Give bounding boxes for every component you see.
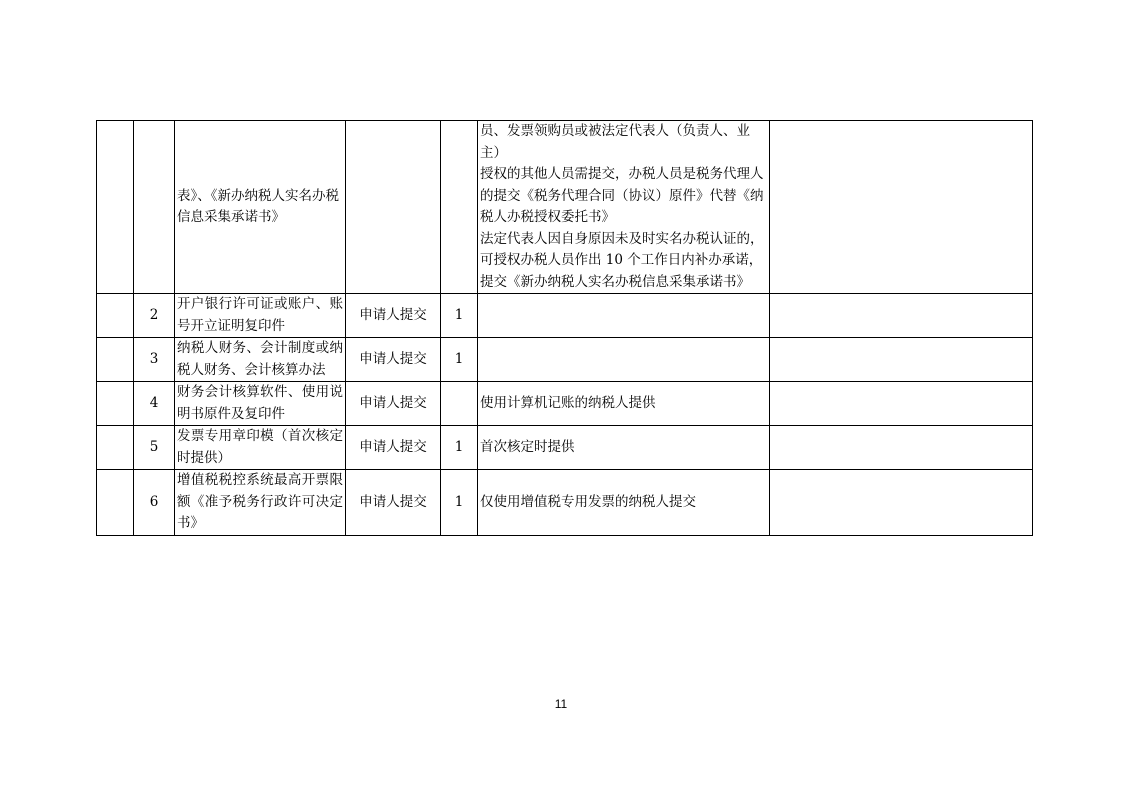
category-cell	[97, 294, 134, 338]
note-line: 授权的其他人员需提交，办税人员是税务代理人	[480, 166, 764, 182]
table-row	[97, 338, 1033, 382]
count-cell	[441, 382, 478, 426]
material-name-cell: 增值税税控系统最高开票限额《准予税务行政许可决定书》	[175, 470, 346, 536]
remark-cell	[770, 121, 1033, 294]
note-line: 税人办税授权委托书》	[480, 209, 615, 225]
category-cell	[97, 382, 134, 426]
row-number-cell: 2	[134, 294, 175, 338]
source-cell: 申请人提交	[346, 426, 441, 470]
remark-cell	[770, 294, 1033, 338]
source-cell: 申请人提交	[346, 470, 441, 536]
row-number-cell	[134, 121, 175, 294]
remark-cell	[770, 382, 1033, 426]
table-row-continuation	[97, 121, 1033, 294]
source-cell	[346, 121, 441, 294]
note-cell	[478, 294, 770, 338]
table-row	[97, 426, 1033, 470]
category-cell	[97, 338, 134, 382]
note-line: 的提交《税务代理合同（协议）原件》代替《纳	[480, 187, 764, 204]
category-cell	[97, 470, 134, 536]
material-name-cell: 财务会计核算软件、使用说明书原件及复印件	[175, 382, 346, 426]
table-row	[97, 294, 1033, 338]
material-name-cell: 纳税人财务、会计制度或纳税人财务、会计核算办法	[175, 338, 346, 382]
note-line: 可授权办税人员作出 10 个工作日内补办承诺，	[480, 252, 763, 268]
material-name-cell: 开户银行许可证或账户、账号开立证明复印件	[175, 294, 346, 338]
source-cell: 申请人提交	[346, 294, 441, 338]
count-cell: 1	[441, 294, 478, 338]
remark-cell	[770, 470, 1033, 536]
material-name-cell: 发票专用章印模（首次核定时提供）	[175, 426, 346, 470]
material-line: 表》、《新办纳税人实名办税	[177, 187, 339, 204]
row-number-cell: 4	[134, 382, 175, 426]
note-line: 员、发票领购员或被法定代表人（负责人、业主）	[480, 123, 750, 161]
note-line: 法定代表人因自身原因未及时实名办税认证的，	[480, 230, 764, 247]
count-cell: 1	[441, 338, 478, 382]
table-row	[97, 470, 1033, 536]
material-name-cell	[175, 121, 346, 294]
note-cell	[478, 121, 770, 294]
note-line: 提交《新办纳税人实名办税信息采集承诺书》	[480, 273, 750, 290]
material-line: 信息采集承诺书》	[177, 209, 285, 225]
row-number-cell: 3	[134, 338, 175, 382]
note-cell: 使用计算机记账的纳税人提供	[478, 382, 770, 426]
remark-cell	[770, 426, 1033, 470]
category-cell	[97, 121, 134, 294]
row-number-cell: 6	[134, 470, 175, 536]
note-cell: 仅使用增值税专用发票的纳税人提交	[478, 470, 770, 536]
table-row	[97, 382, 1033, 426]
count-cell: 1	[441, 426, 478, 470]
count-cell: 1	[441, 470, 478, 536]
remark-cell	[770, 338, 1033, 382]
materials-table	[96, 120, 1033, 536]
source-cell: 申请人提交	[346, 382, 441, 426]
count-cell	[441, 121, 478, 294]
note-cell	[478, 338, 770, 382]
source-cell: 申请人提交	[346, 338, 441, 382]
category-cell	[97, 426, 134, 470]
page-number: 11	[554, 697, 568, 711]
row-number-cell: 5	[134, 426, 175, 470]
note-cell: 首次核定时提供	[478, 426, 770, 470]
